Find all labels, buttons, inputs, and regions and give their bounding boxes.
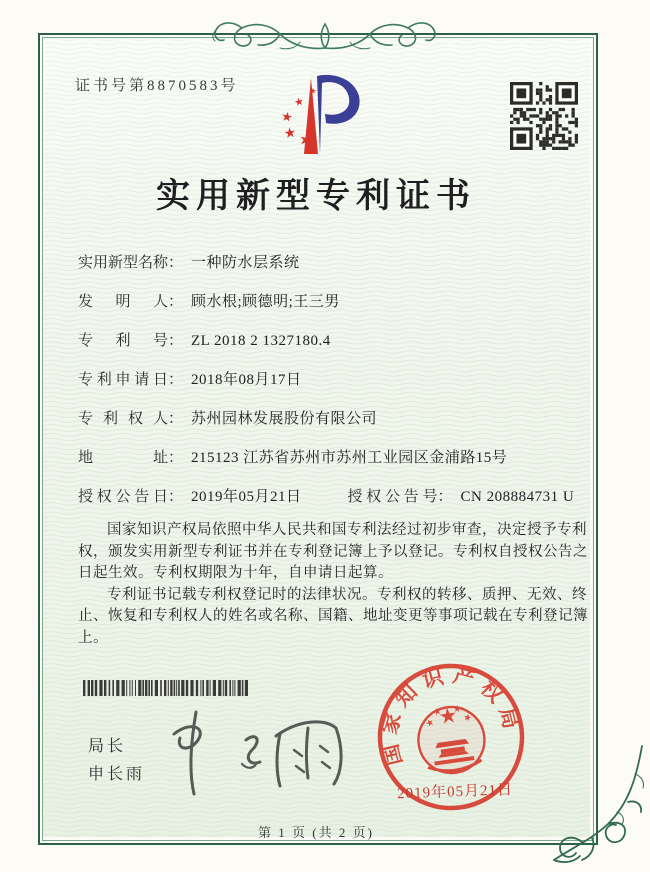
field-label: 发明人 <box>78 294 168 310</box>
signer-block <box>88 733 145 789</box>
field-label: 授权公告日 <box>78 489 168 505</box>
inventors: 顾水根;顾德明;王三男 <box>191 294 340 310</box>
top-border-ornament-icon <box>208 14 442 58</box>
field-row: 地址： 215123 江苏省苏州市苏州工业园区金浦路15号 <box>78 447 578 486</box>
certificate-title: 实用新型专利证书 <box>156 178 476 215</box>
field-row: 专利号： ZL 2018 2 1327180.4 <box>78 330 578 369</box>
field-row: 授权公告日： 2019年05月21日 授权公告号： CN 208884731 U <box>78 486 578 525</box>
field-label: 授权公告号 <box>347 489 438 505</box>
certificate-number: 证书号第8870583号 <box>75 78 239 94</box>
field-row: 实用新型名称： 一种防水层系统 <box>78 252 578 291</box>
address: 215123 江苏省苏州市苏州工业园区金浦路15号 <box>191 450 508 466</box>
director-signature <box>158 706 353 802</box>
cnipa-logo-icon <box>260 70 372 174</box>
field-label: 专利号 <box>78 333 168 349</box>
qr-code <box>510 82 578 150</box>
legal-paragraph-2: 专利证书记载专利权登记时的法律状况。专利权的转移、质押、无效、终止、恢复和专利权人的姓名或名称、国籍、地址变更等事项记载在专利登记簿上。 <box>78 586 588 646</box>
field-label: 地址 <box>78 450 168 466</box>
corner-flourish-icon <box>543 744 650 872</box>
field-label: 实用新型名称 <box>78 255 169 271</box>
page-number: 第 1 页 (共 2 页) <box>258 825 374 840</box>
field-list <box>78 252 578 525</box>
field-label: 专利权人 <box>78 411 168 427</box>
grant-date: 2019年05月21日 <box>191 489 302 505</box>
patent-number: ZL 2018 2 1327180.4 <box>191 333 331 349</box>
utility-model-name: 一种防水层系统 <box>191 255 300 271</box>
patentee: 苏州园林发展股份有限公司 <box>191 411 378 427</box>
signer-name: 申长雨 <box>88 766 146 783</box>
legal-text <box>78 520 590 649</box>
field-row: 专利申请日： 2018年08月17日 <box>78 369 578 408</box>
application-date: 2018年08月17日 <box>191 372 302 388</box>
field-row: 发明人： 顾水根;顾德明;王三男 <box>78 291 578 330</box>
field-label: 专利申请日 <box>78 372 168 388</box>
legal-paragraph-1: 国家知识产权局依照中华人民共和国专利法经过初步审查，决定授予专利权，颁发实用新型专利证书并在专利登记簿上予以登记。专利权自授权公告之日起生效。专利权期限为十年，自申请日起算。 <box>78 522 588 581</box>
signer-title: 局长 <box>88 738 127 755</box>
national-emblem-icon <box>414 701 489 777</box>
field-row: 专利权人： 苏州园林发展股份有限公司 <box>78 408 578 447</box>
seal-date: 2019年05月21日 <box>396 782 514 803</box>
barcode <box>83 680 249 696</box>
grant-publication-number: CN 208884731 U <box>460 489 575 505</box>
seal-text: 国家知识产权局 <box>376 662 526 768</box>
